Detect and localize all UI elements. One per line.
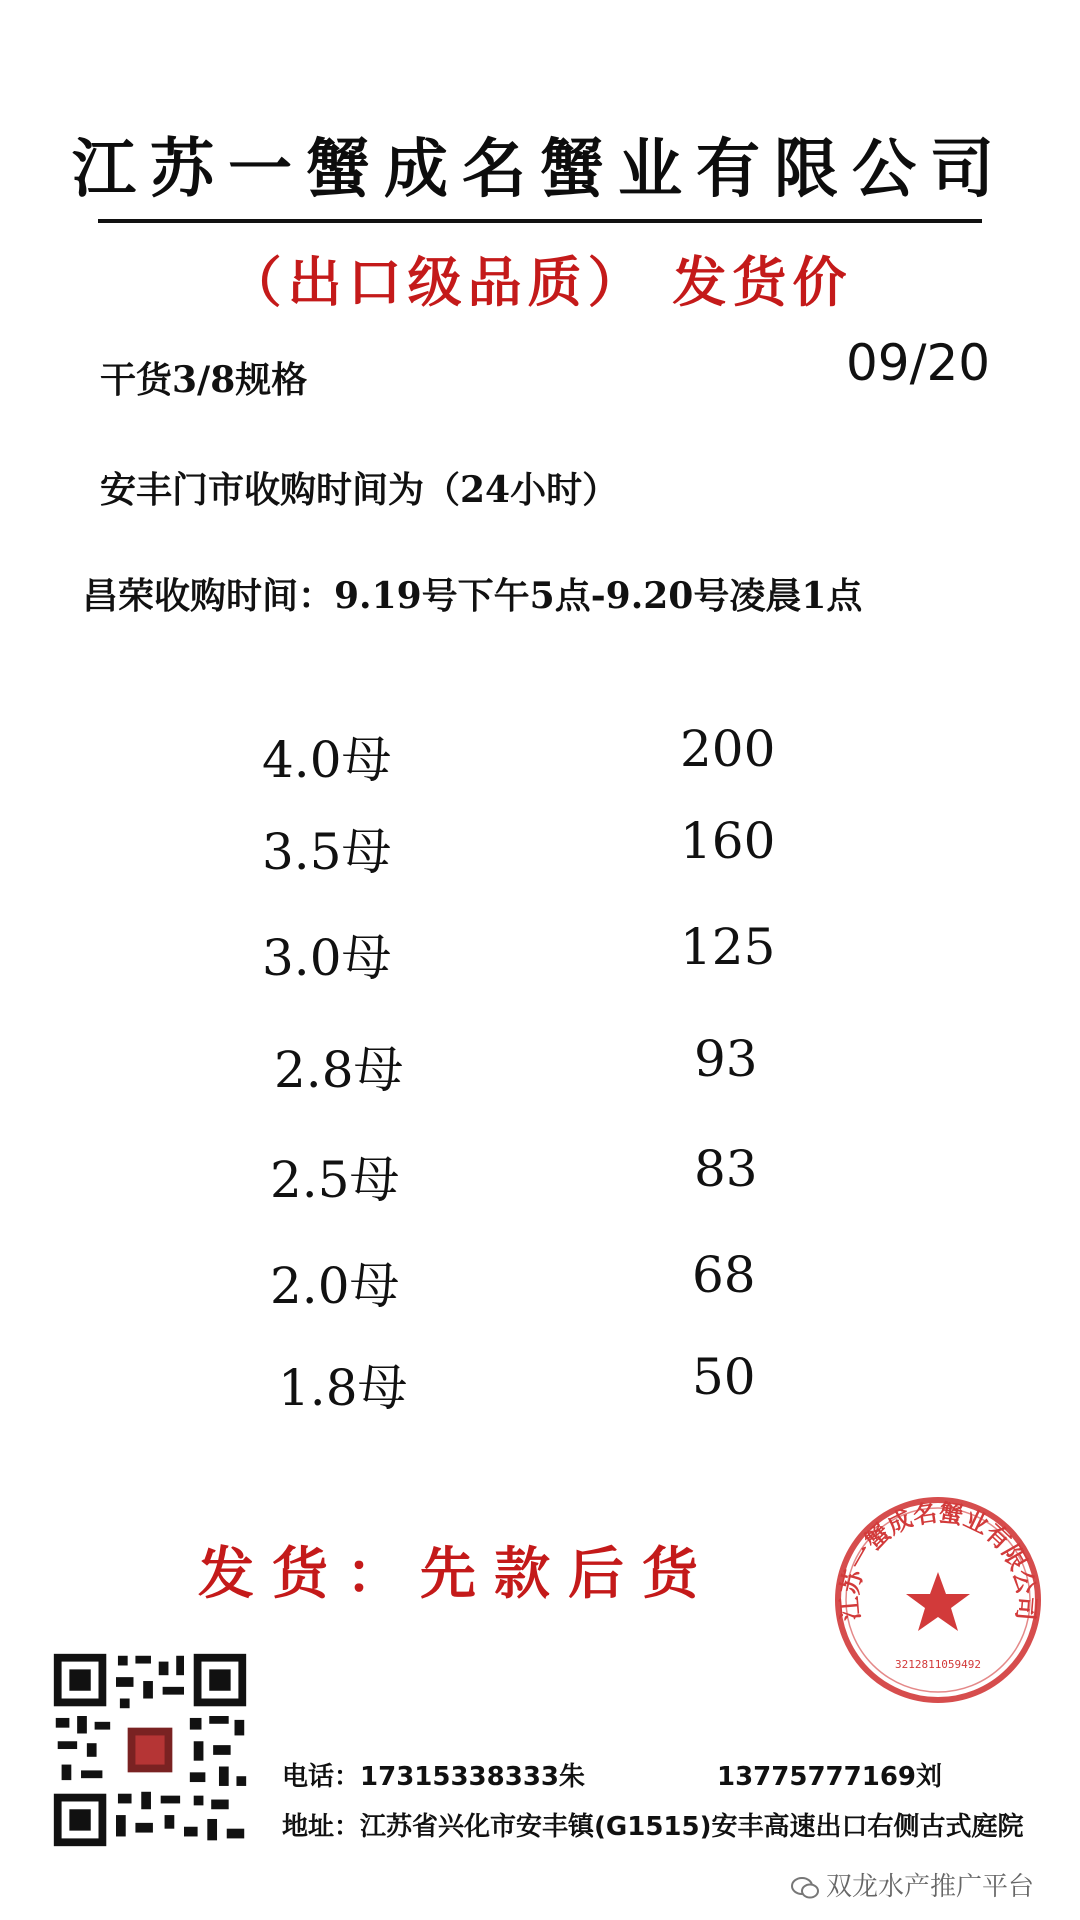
anfeng-hours: 安丰门市收购时间为（24小时） [100,469,619,511]
table-row [0,720,1080,800]
phone-number-2: 13775777169刘 [717,1762,942,1792]
phone-number-1: 17315338333朱 [360,1762,586,1792]
table-row [0,812,1080,892]
wechat-icon [790,1875,820,1901]
price-cell: 93 [694,1030,758,1088]
price-cell: 83 [694,1140,758,1198]
address-label: 地址： [282,1812,361,1842]
table-row [0,1030,1080,1110]
price-table [0,720,1080,1420]
contact-phones [282,1756,942,1793]
phone-label: 电话： [282,1762,361,1792]
seal-number: 3212811059492 [894,1658,982,1671]
company-title: 江苏一蟹成名蟹业有限公司 [72,132,1008,207]
date-label: 09/20 [846,334,991,392]
price-cell: 50 [692,1348,756,1406]
subtitle-price: 发货价 [672,250,853,314]
seal-text: 江苏一蟹成名蟹业有限公司 [835,1498,1041,1622]
table-row [0,1348,1080,1428]
price-subtitle [0,240,1080,317]
grade-cell: 2.8母 [274,1041,404,1099]
seal-star-icon [906,1572,970,1631]
qr-code-icon [48,1648,252,1852]
watermark-text: 双龙水产推广平台 [826,1872,1035,1902]
grade-cell: 4.0母 [262,731,392,789]
title-divider [98,219,982,223]
shipping-terms: 发货：先款后货 [198,1541,716,1607]
price-cell: 200 [680,720,776,778]
contact-address [282,1806,1024,1843]
spec-label: 干货3/8规格 [100,359,308,401]
grade-cell: 3.0母 [262,929,392,987]
address-text: 江苏省兴化市安丰镇(G1515)安丰高速出口右侧古式庭院 [360,1812,1024,1842]
grade-cell: 2.0母 [270,1257,400,1315]
company-seal [828,1490,1048,1710]
table-row [0,918,1080,998]
watermark [790,1866,1034,1903]
grade-cell: 1.8母 [278,1359,408,1417]
changrong-hours: 昌荣收购时间：9.19号下午5点-9.20号凌晨1点 [82,575,863,617]
grade-cell: 3.5母 [262,823,392,881]
grade-cell: 2.5母 [270,1151,400,1209]
subtitle-quality: （出口级品质） [227,250,648,314]
price-cell: 160 [680,812,776,870]
price-cell: 125 [680,918,776,976]
table-row [0,1246,1080,1326]
table-row [0,1140,1080,1220]
price-cell: 68 [692,1246,756,1304]
